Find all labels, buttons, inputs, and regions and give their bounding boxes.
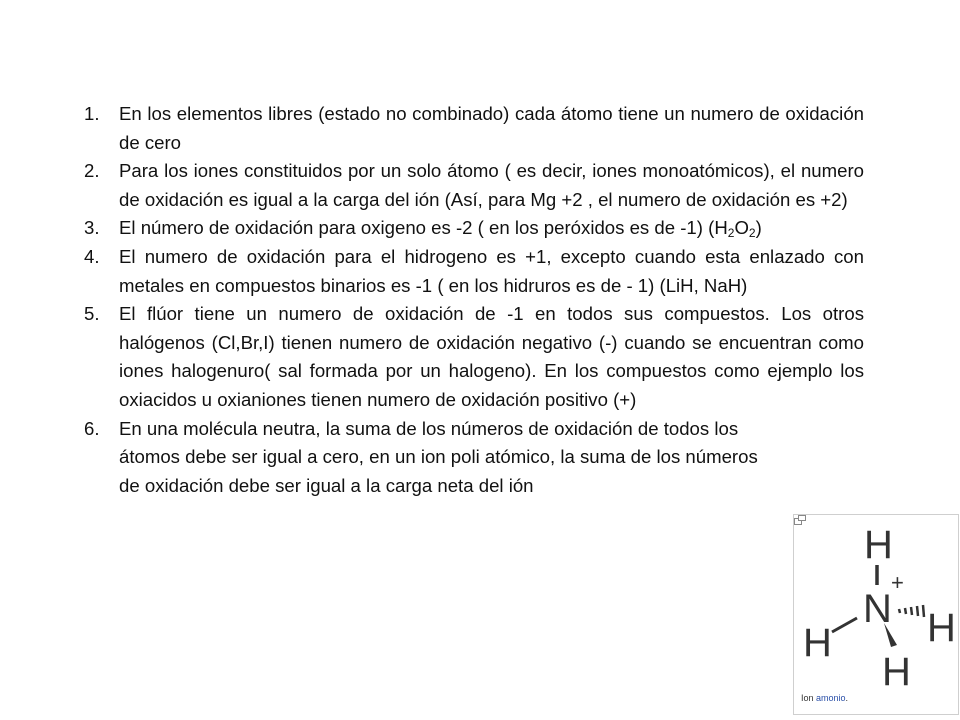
- rule-text: En una molécula neutra, la suma de los números de oxidación de todos los átomos debe ser igual a cero, en un ion poli atómico, la suma de los números de oxidación debe ser igual a la carga neta del ión: [119, 417, 758, 496]
- rule-1: [80, 100, 864, 157]
- caption-suffix: .: [845, 693, 849, 703]
- rule-text-part: El número de oxidación para oxigeno es -2 ( en los peróxidos es de -1) (H: [119, 217, 728, 239]
- atom-h-right: H: [927, 606, 956, 650]
- atom-h-bottom: H: [882, 650, 911, 693]
- caption-link-amonio[interactable]: amonio: [816, 693, 846, 703]
- rule-text: En los elementos libres (estado no combinado) cada átomo tiene un numero de oxidación de cero: [119, 103, 864, 153]
- rule-number: 2.: [84, 160, 100, 182]
- bond-right-hash: [899, 605, 924, 617]
- ammonium-ion-figure[interactable]: [793, 514, 959, 715]
- rule-text: El numero de oxidación para el hidrogeno es +1, excepto cuando esta enlazado con metales en compuestos binarios es -1 ( en los hidruros es de - 1) (LiH, NaH): [119, 245, 864, 296]
- caption-prefix: Ion: [801, 693, 817, 703]
- rule-number: 3.: [84, 217, 100, 239]
- bond-left: [832, 618, 857, 632]
- atom-n-center: N: [863, 587, 892, 631]
- figure-caption: [801, 693, 848, 703]
- rule-text: [119, 214, 864, 243]
- enlarge-icon[interactable]: [794, 515, 806, 525]
- rule-text: El flúor tiene un numero de oxidación de -1 en todos sus compuestos. Los otros halógenos (Cl,Br,I) tienen numero de oxidación negativo (-) cuando se encuentran como iones halogenuro( sal formada por un halogeno). En los compuestos como ejemplo los oxiacidos u oxianiones tienen numero de oxidación positivo (+): [119, 303, 864, 410]
- rule-number: 6.: [84, 417, 100, 439]
- rule-5: [80, 300, 864, 414]
- rule-text: Para los iones constituidos por un solo átomo ( es decir, iones monoatómicos), el numero de oxidación es igual a la carga del ión (Así, para Mg +2 , el numero de oxidación es +2): [119, 160, 864, 210]
- subscript: 2: [727, 226, 735, 241]
- rule-text-part: ): [755, 217, 762, 239]
- subscript: 2: [748, 226, 756, 241]
- rule-2: [80, 157, 864, 214]
- atom-h-top: H: [864, 523, 893, 567]
- charge-plus: +: [891, 570, 904, 595]
- rule-text-part: O: [734, 217, 749, 239]
- rule-4: [80, 243, 864, 300]
- rule-number: 5.: [84, 303, 100, 325]
- atom-h-left: H: [803, 621, 832, 665]
- ammonium-structure-diagram: [794, 515, 960, 693]
- rule-6: [80, 415, 864, 501]
- rule-number: 1.: [84, 103, 100, 124]
- rule-number: 4.: [84, 245, 100, 267]
- oxidation-rules-list: [80, 100, 864, 500]
- rule-3: [80, 214, 864, 243]
